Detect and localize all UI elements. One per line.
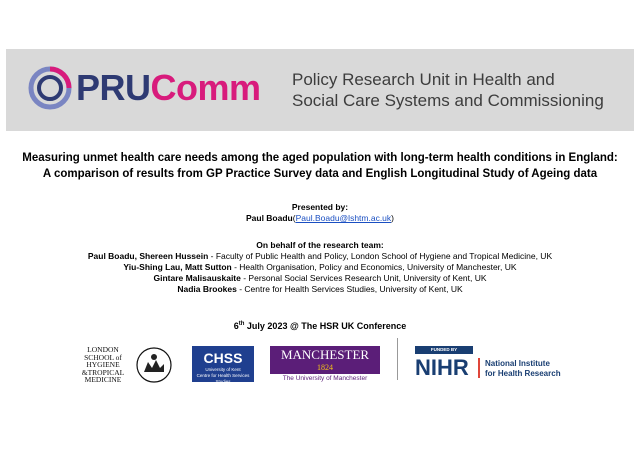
lshtm-logo-text: LONDON SCHOOL of HYGIENE &TROPICAL MEDICINE <box>81 345 125 385</box>
team-member-names: Gintare Malisauskaite <box>153 273 241 283</box>
logo-divider <box>397 338 398 380</box>
team-member-row <box>0 284 640 295</box>
nihr-logo: FUNDED BY NIHR National Institute for Health Research <box>415 347 561 380</box>
team-member-row <box>0 273 640 284</box>
presented-by-label: Presented by: <box>291 202 349 212</box>
chss-logo: CHSS University of Kent Centre for Health Services Studies <box>192 346 254 382</box>
unit-name <box>292 69 604 111</box>
team-member-names: Nadia Brookes <box>177 284 237 294</box>
team-member-affiliation: - Centre for Health Services Studies, University of Kent, UK <box>236 284 463 294</box>
presentation-title <box>0 150 640 182</box>
prucomm-logo-text: PRUComm <box>76 67 261 108</box>
title-line1: Measuring unmet health care needs among the aged population with long-term health conditions in England: <box>22 152 618 164</box>
presenter-email-link[interactable]: Paul.Boadu@lshtm.ac.uk <box>295 213 392 223</box>
team-header: On behalf of the research team: <box>256 240 384 250</box>
team-member-affiliation: - Personal Social Services Research Unit, University of Kent, UK <box>240 273 487 283</box>
prucomm-logo-icon <box>28 66 72 110</box>
lshtm-logo <box>72 346 182 386</box>
lshtm-crest-icon <box>136 346 172 384</box>
team-member-row <box>0 251 640 262</box>
unit-name-line1: Policy Research Unit in Health and <box>292 70 555 89</box>
research-team-block <box>0 240 640 295</box>
presenter-block <box>0 202 640 224</box>
conference-date: 6th July 2023 @ The HSR UK Conference <box>233 321 407 331</box>
manchester-logo: MANCHESTER 1824 The University of Manchester <box>270 346 380 386</box>
partner-logos <box>0 338 640 388</box>
presenter-name: Paul Boadu <box>245 213 293 223</box>
team-member-affiliation: - Health Organisation, Policy and Economics, University of Manchester, UK <box>231 262 517 272</box>
presenter-line: Paul Boadu(Paul.Boadu@lshtm.ac.uk) <box>245 213 395 223</box>
team-member-names: Yiu-Shing Lau, Matt Sutton <box>123 262 232 272</box>
unit-name-line2: Social Care Systems and Commissioning <box>292 91 604 110</box>
team-member-names: Paul Boadu, Shereen Hussein <box>87 251 209 261</box>
header-banner <box>6 49 634 131</box>
title-line2: A comparison of results from GP Practice Survey data and English Longitudinal Study of Ageing data <box>42 168 598 180</box>
team-member-affiliation: - Faculty of Public Health and Policy, London School of Hygiene and Tropical Medicine, UK <box>208 251 553 261</box>
team-member-row <box>0 262 640 273</box>
